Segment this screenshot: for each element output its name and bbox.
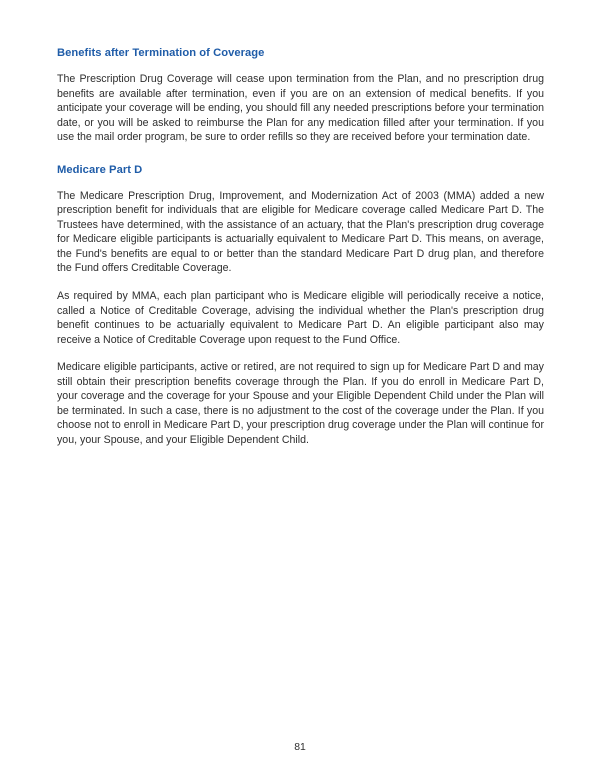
page-number: 81 xyxy=(294,742,306,753)
section-heading-benefits-after-termination: Benefits after Termination of Coverage xyxy=(57,47,265,59)
paragraph-notice-of-creditable-coverage: As required by MMA, each plan participant who is Medicare eligible will periodically receive a notice, called a Notice of Creditable Coverage, advising the individual whether the Plan's prescription drug benefit continues to be actuarially equivalent to Medicare Part D. An eligible participant also may receive a Notice of Creditable Coverage upon request to the Fund Office. xyxy=(57,290,544,346)
section-heading-medicare-part-d: Medicare Part D xyxy=(57,163,143,176)
paragraph-mma-creditable-coverage: The Medicare Prescription Drug, Improvement, and Modernization Act of 2003 (MMA) added a new prescription benefit for individuals that are eligible for Medicare coverage called Medicare Part D. The Trustees have determined, with the assistance of an actuary, that the Plan's prescription drug coverage for Medicare eligible participants is actuarially equivalent to Medicare Part D. This means, on average, the Fund's benefits are equal to or better than the standard Medicare Part D drug plan, and therefore the Fund offers Creditable Coverage. xyxy=(57,189,544,275)
paragraph-prescription-drug-coverage-termination: The Prescription Drug Coverage will cease upon termination from the Plan, and no prescription drug benefits are available after termination, even if you are on an extension of medical benefits. If you anticipate your coverage will be ending, you should fill any needed prescriptions before your termination date, or you will be asked to reimburse the Plan for any medication filled after your termination. If you use the mail order program, be sure to order refills so they are received before your termination date. xyxy=(57,73,544,144)
paragraph-medicare-eligible-participants-enrollment: Medicare eligible participants, active or retired, are not required to sign up for Medicare Part D and may still obtain their prescription benefits coverage through the Plan. If you do enroll in Medicare Part D, your coverage and the coverage for your Spouse and your Eligible Dependent Child under the Plan will be terminated. In such a case, there is no adjustment to the cost of the coverage under the Plan. If you choose not to enroll in Medicare Part D, your prescription drug coverage under the Plan will continue for you, your Spouse, and your Eligible Dependent Child. xyxy=(57,361,544,446)
page-content xyxy=(57,46,544,460)
